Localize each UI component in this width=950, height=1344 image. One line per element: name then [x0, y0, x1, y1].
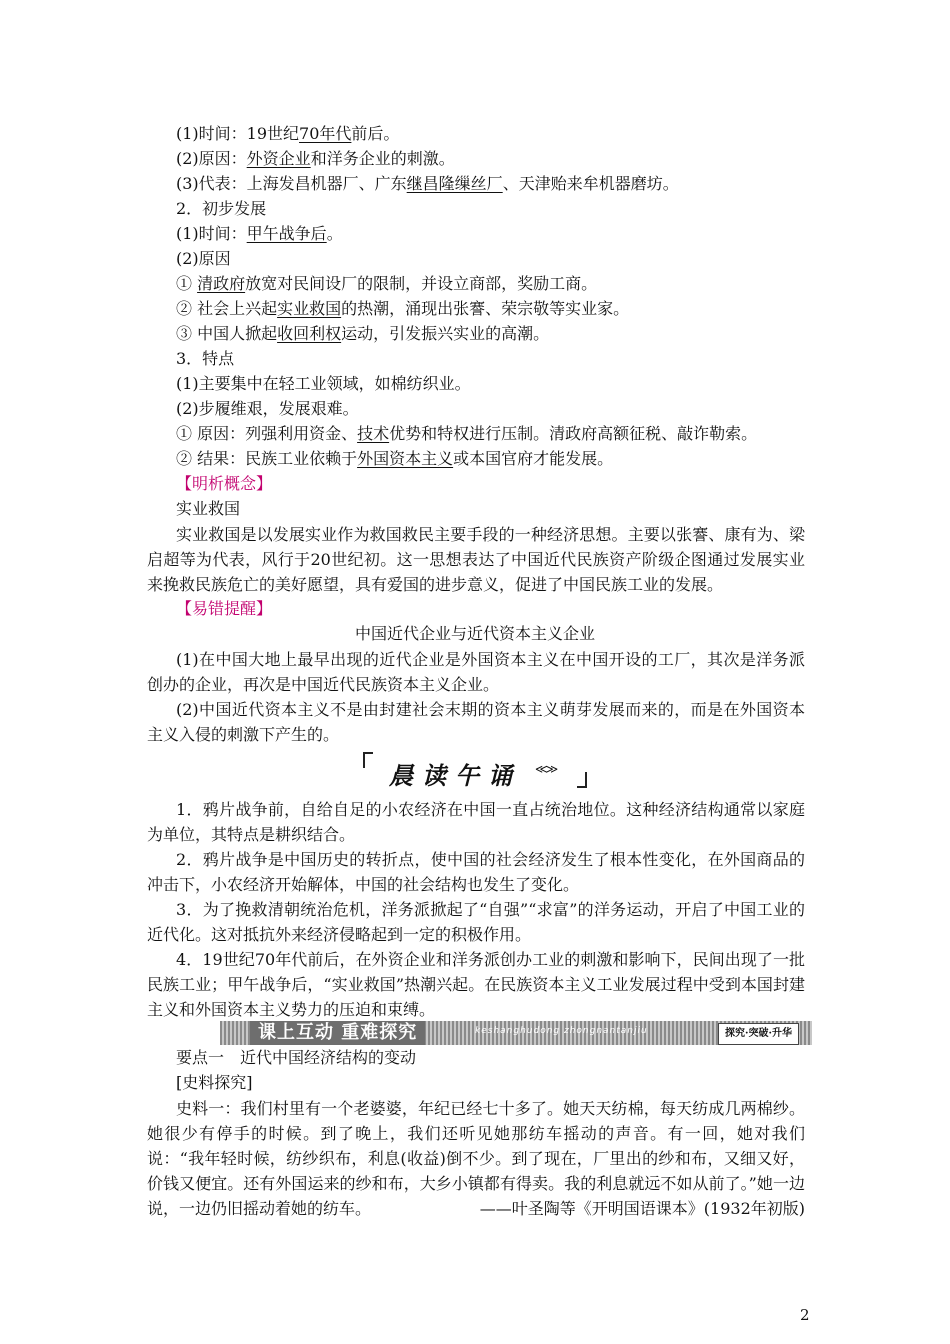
error-title: 中国近代企业与近代资本主义企业	[354, 624, 595, 643]
citation: ——叶圣陶等《开明国语课本》(1932年初版)	[479, 1199, 805, 1218]
s2-reason-3: ③ 中国人掀起收回利权运动，引发振兴实业的高潮。	[176, 324, 550, 343]
source-text: 史料一：我们村里有一个老婆婆，年纪已经七十多了。她天天纺棉，每天纺成几两棉纱。她很少有停手的时候。到了晚上，我们还听见她那纺车摇动的声音。有一回，她对我们说：“我年轻时候，纺纱织布，利息(收益)倒不少。到了现在，厂里出的纱和布，又细又好，价钱又便宜。还有外国运来的纱和布，大乡小镇都有得卖。我的利息就远不如从前了。”她一边说，一边仍旧摇动着她的纺车。	[147, 1099, 805, 1218]
bracket-right	[577, 772, 587, 788]
reading-1: 1．鸦片战争前，自给自足的小农经济在中国一直占统治地位。这种经济结构通常以家庭为单位，其特点是耕织结合。	[147, 800, 805, 844]
answer-blank: 70年代	[299, 124, 352, 143]
answer-blank: 甲午战争后	[246, 224, 327, 243]
reading-4: 4．19世纪70年代前后，在外资企业和洋务派创办工业的刺激和影响下，民间出现了一批民族工业；甲午战争后，“实业救国”热潮兴起。在民族资本主义工业发展过程中受到本国封建主义和外国资本主义势力的压迫和束缚。	[147, 950, 805, 1019]
concept-body: 实业救国是以发展实业作为救国救民主要手段的一种经济思想。主要以张謇、康有为、梁启超等为代表，风行于20世纪初。这一思想表达了中国近代民族资产阶级企图通过发展实业来挽救民族危亡的美好愿望，具有爱国的进步意义，促进了中国民族工业的发展。	[147, 525, 805, 594]
answer-blank: 实业救国	[277, 299, 342, 318]
s1-reason: (2)原因：外资企业和洋务企业的刺激。	[176, 149, 455, 168]
s2-time: (1)时间：甲午战争后。	[176, 224, 343, 243]
reading-2: 2．鸦片战争是中国历史的转折点，使中国的社会经济发生了根本性变化，在外国商品的冲击下，小农经济开始解体，中国的社会结构也发生了变化。	[147, 850, 805, 894]
s3-feature-2: (2)步履维艰，发展艰难。	[176, 399, 359, 418]
concept-tag: 【明析概念】	[176, 474, 273, 493]
s2-reason-1: ① 清政府放宽对民间设厂的限制，并设立商部，奖励工商。	[176, 274, 598, 293]
source-label: [史料探究]	[176, 1073, 253, 1092]
reading-banner	[363, 752, 587, 788]
s3-feature-1: (1)主要集中在轻工业领域，如棉纺织业。	[176, 374, 471, 393]
banner-title: 晨读午诵	[389, 761, 521, 790]
section-heading-2: 2．初步发展	[176, 199, 267, 218]
concept-title: 实业救国	[176, 499, 241, 518]
answer-blank: 外国资本主义	[357, 449, 454, 468]
answer-blank: 技术	[357, 424, 390, 443]
point-heading: 要点一 近代中国经济结构的变动	[176, 1048, 417, 1067]
book-icon: ≪≫	[535, 762, 557, 776]
answer-blank: 清政府	[197, 274, 246, 293]
section-bar	[220, 1021, 812, 1045]
bar-tag: 探究·突破·升华	[718, 1023, 799, 1045]
section-heading-3: 3．特点	[176, 349, 235, 368]
error-point-1: (1)在中国大地上最早出现的近代企业是外国资本主义在中国开设的工厂，其次是洋务派创办的企业，再次是中国近代民族资本主义企业。	[147, 650, 805, 694]
page-number: 2	[800, 1306, 810, 1324]
answer-blank: 收回利权	[277, 324, 342, 343]
s2-reason-label: (2)原因	[176, 249, 231, 268]
answer-blank: 外资企业	[246, 149, 311, 168]
bar-title: 课上互动 重难探究	[250, 1021, 425, 1045]
s2-reason-2: ② 社会上兴起实业救国的热潮，涌现出张謇、荣宗敬等实业家。	[176, 299, 630, 318]
reading-3: 3．为了挽救清朝统治危机，洋务派掀起了“自强”“求富”的洋务运动，开启了中国工业的近代化。这对抵抗外来经济侵略起到一定的积极作用。	[147, 900, 805, 944]
s1-representative: (3)代表：上海发昌机器厂、广东继昌隆缫丝厂、天津贻来牟机器磨坊。	[176, 174, 679, 193]
s3-result: ② 结果：民族工业依赖于外国资本主义或本国官府才能发展。	[176, 449, 614, 468]
bracket-left	[363, 752, 373, 768]
answer-blank: 继昌隆缫丝厂	[406, 174, 503, 193]
s3-reason: ① 原因：列强利用资金、技术优势和特权进行压制。清政府高额征税、敲诈勒索。	[176, 424, 758, 443]
error-point-2: (2)中国近代资本主义不是由封建社会末期的资本主义萌芽发展而来的，而是在外国资本主义入侵的刺激下产生的。	[147, 700, 805, 744]
bar-pinyin: keshanghudong zhongnantanjiu	[475, 1026, 648, 1036]
error-tag: 【易错提醒】	[176, 599, 273, 618]
s1-time: (1)时间：19世纪70年代前后。	[176, 124, 400, 143]
